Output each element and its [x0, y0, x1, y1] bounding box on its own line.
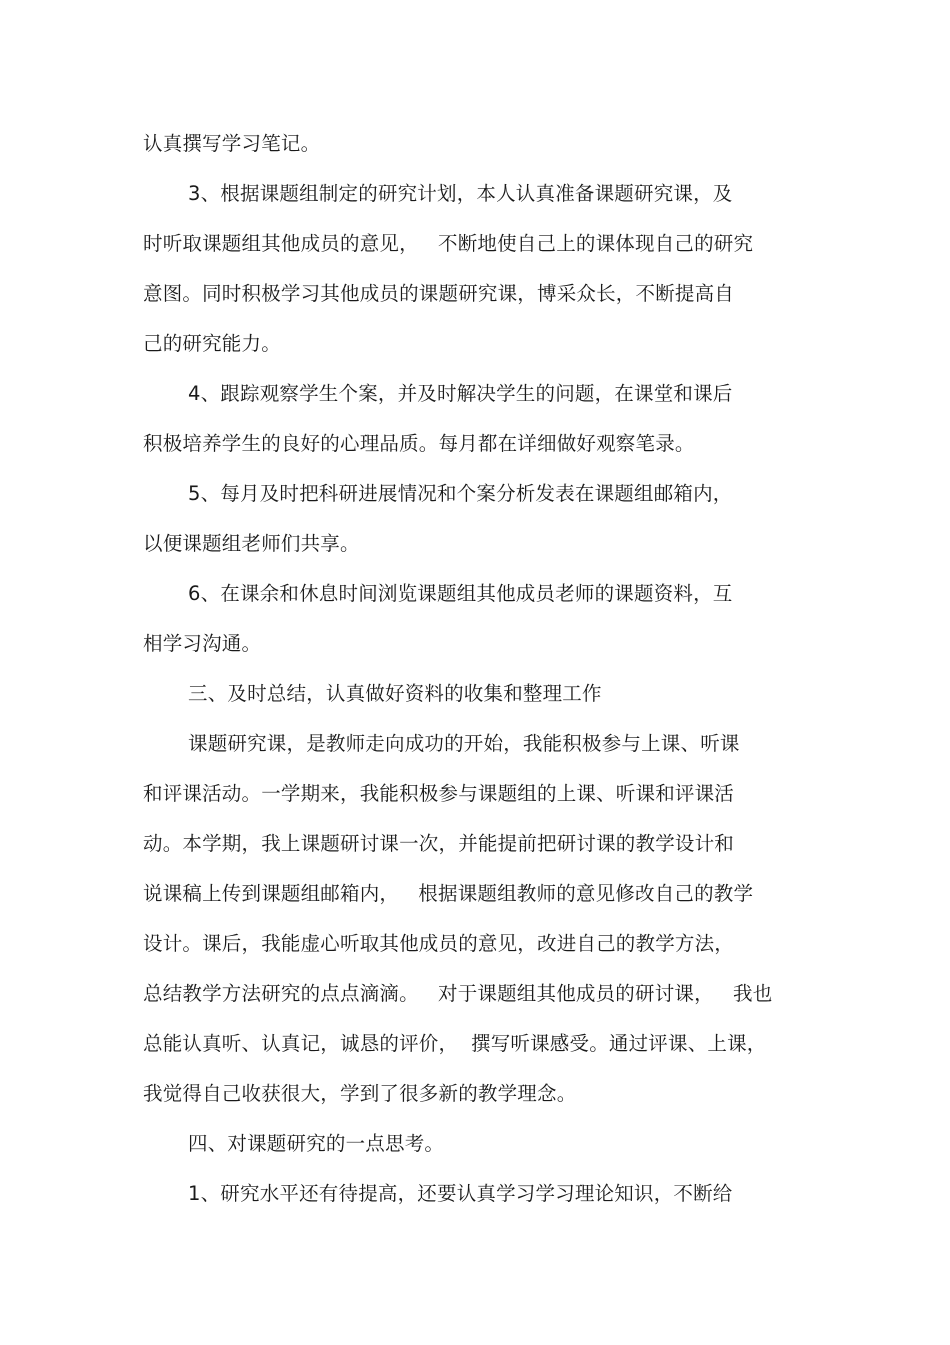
text-line: 积极培养学生的良好的心理品质。每月都在详细做好观察笔录。	[143, 432, 695, 455]
text-line: 说课稿上传到课题组邮箱内， 根据课题组教师的意见修改自己的教学	[143, 882, 754, 905]
text-line: 3、根据课题组制定的研究计划，本人认真准备课题研究课，及	[188, 182, 733, 205]
text-line: 相学习沟通。	[143, 632, 262, 655]
text-line: 我觉得自己收获很大，学到了很多新的教学理念。	[143, 1082, 577, 1105]
text-line: 时听取课题组其他成员的意见， 不断地使自己上的课体现自己的研究	[143, 232, 754, 255]
text-line: 5、每月及时把科研进展情况和个案分析发表在课题组邮箱内，	[188, 482, 733, 505]
text-line: 动。本学期，我上课题研讨课一次，并能提前把研讨课的教学设计和	[143, 832, 735, 855]
text-line: 课题研究课，是教师走向成功的开始，我能积极参与上课、听课	[188, 732, 740, 755]
text-line: 意图。同时积极学习其他成员的课题研究课，博采众长，不断提高自	[143, 282, 735, 305]
section-heading: 四、对课题研究的一点思考。	[188, 1132, 445, 1155]
section-heading: 三、及时总结，认真做好资料的收集和整理工作	[188, 682, 602, 705]
text-line: 1、研究水平还有待提高，还要认真学习学习理论知识，不断给	[188, 1182, 733, 1205]
text-line: 以便课题组老师们共享。	[143, 532, 360, 555]
text-line: 总能认真听、认真记，诚恳的评价， 撰写听课感受。通过评课、上课，	[143, 1032, 767, 1055]
text-line: 6、在课余和休息时间浏览课题组其他成员老师的课题资料，互	[188, 582, 733, 605]
text-line: 设计。课后，我能虚心听取其他成员的意见，改进自己的教学方法，	[143, 932, 735, 955]
text-line: 总结教学方法研究的点点滴滴。 对于课题组其他成员的研讨课， 我也	[143, 982, 773, 1005]
text-line: 和评课活动。一学期来，我能积极参与课题组的上课、听课和评课活	[143, 782, 735, 805]
text-line: 己的研究能力。	[143, 332, 281, 355]
text-line: 认真撰写学习笔记。	[143, 132, 321, 155]
text-line: 4、跟踪观察学生个案，并及时解决学生的问题，在课堂和课后	[188, 382, 733, 405]
